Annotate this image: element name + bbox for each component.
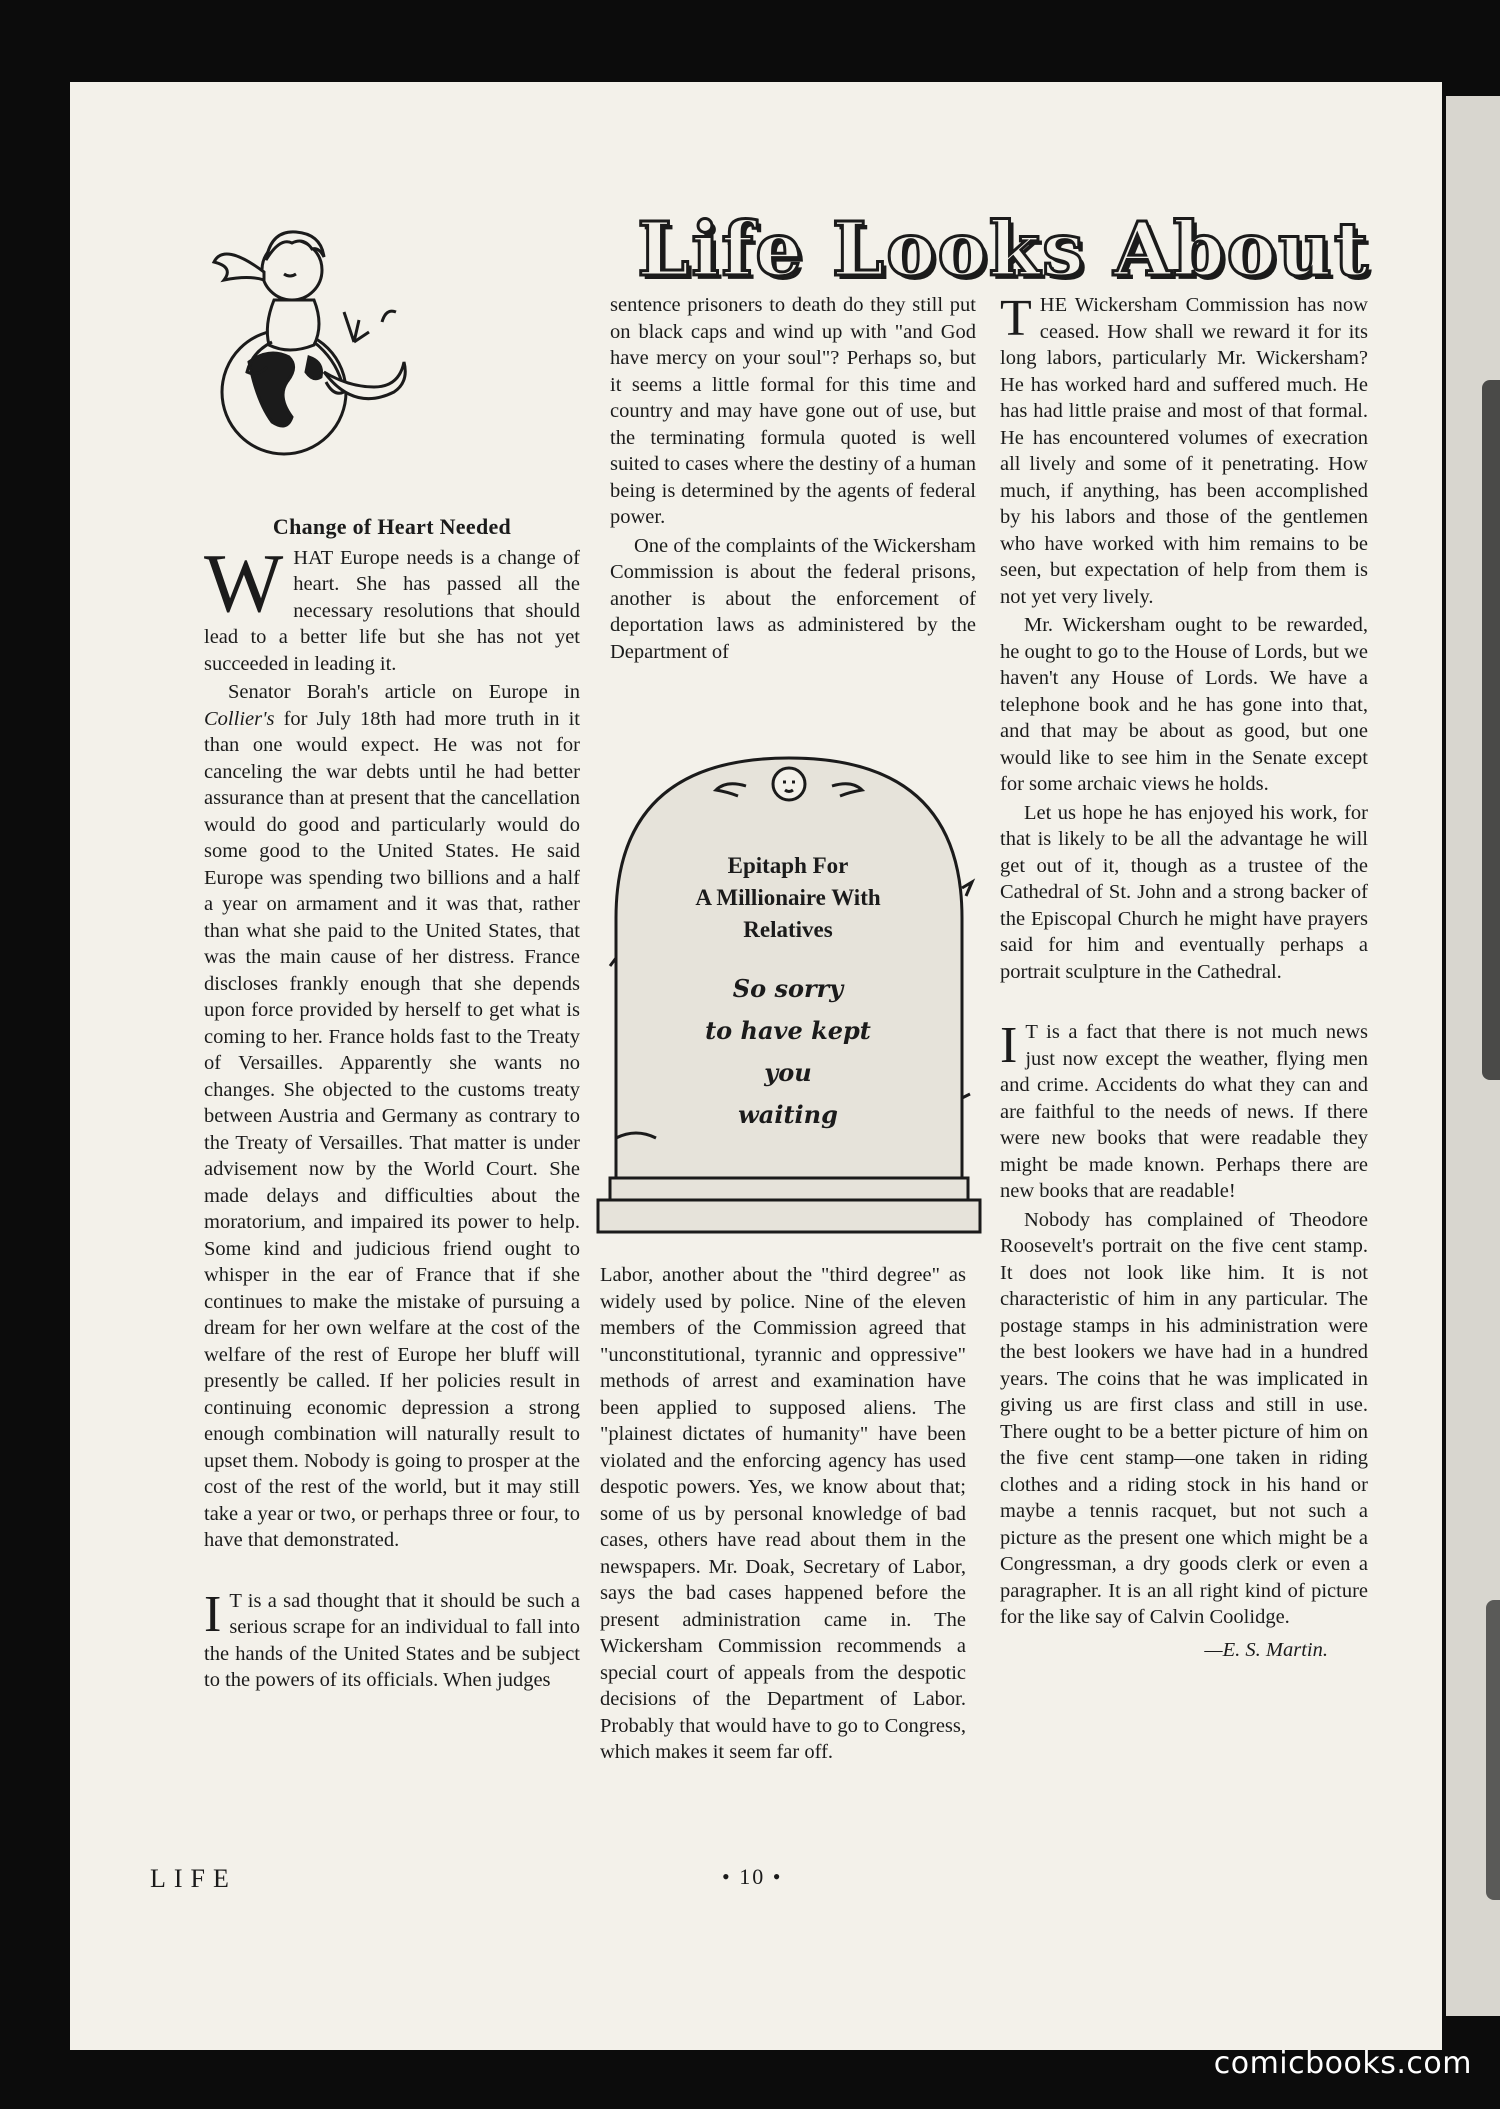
tombstone-inscription (620, 850, 956, 1136)
article-paragraph (1000, 1019, 1368, 1205)
article-paragraph: Let us hope he has enjoyed his work, for that is likely to be all the advantage he will get out of it, though as a trustee of the Cathedral of St. John and a strong backer of the Episcopal Church he might have prayers said for him and eventually perhaps a portrait sculpture in the Cathedral. (1000, 801, 1368, 983)
column-2-bottom (600, 1262, 966, 1766)
adjacent-page-shadow (1486, 1600, 1500, 1900)
cherub-globe-illustration (204, 192, 424, 482)
paragraph-text: Senator Borah's article on Europe in (228, 681, 580, 703)
epitaph-title-line: Epitaph For (727, 853, 849, 878)
paragraph-text: HE Wickersham Commission has now ceased. How shall we reward it for its long labors, particularly Mr. Wickersham? He has worked hard and suffered much. He has had little praise and most of that formal. He has encountered volumes of execration all lively and some of it penetrating. How much, if anything, has been accomplished by his labors and those of the gentlemen who have worked with him remains to be seen, but expectation of help from them is not yet very lively. (1000, 294, 1368, 608)
article-paragraph: Labor, another about the "third degree" as widely used by police. Nine of the eleven members of the Commission agreed that "unconstitutional, tyrannic and oppressive" methods of arrest and examination have been applied to supposed aliens. The "plainest dictates of humanity" have been violated and the enforcing agency has used despotic powers. Yes, we know about that; some of us by personal knowledge of bad cases, others have read about them in the newspapers. Mr. Doak, Secretary of Labor, says the bad cases happened before the present administration came in. The Wickersham Commission recommends a special court of appeals from the despotic decisions of the Department of Labor. Probably that would have to go to Congress, which makes it seem far off. (600, 1264, 966, 1763)
article-paragraph (204, 1585, 580, 1694)
epitaph-line: So sorry (732, 974, 844, 1003)
paragraph-text: for July 18th had more truth in it than one would expect. He was not for canceling the war debts until he had better assurance than at present that the cancellation would do good and particularly would do some good to the United States. He said Europe was spending two billions and a half a year on armament and it was that, rather than what she paid to the United States, that was the main cause of her distress. France discloses frankly enough that she depends upon force provided by herself to get what is coming to her. France holds fast to the Treaty of Versailles. Apparently she wants no changes. She objected to the customs treaty between Austria and Germany as contrary to the Treaty of Versailles. That matter is under advisement now by the World Court. She made delays and difficulties about the moratorium, and impaired its power to help. Some kind and judicious friend ought to whisper in the ear of France that if she continues to make the mistake of pursuing a dream for her own welfare at the cost of the welfare of the rest of Europe her bluff will presently be called. If her policies result in continuing economic depression a strong enough combination will naturally result to upset them. Nobody is going to prosper at the cost of the rest of the world, but it may still take a year or two, or perhaps three or four, to have that demonstrated. (204, 707, 580, 1551)
article-paragraph (204, 679, 580, 1554)
article-paragraph (1000, 292, 1368, 610)
paragraph-text: T is a fact that there is not much news just now except the weather, flying men and crime. Accidents do what they can and are faithful to the needs of news. If there were new books that were readable they might be made known. Perhaps there are new books that are readable! (1000, 1021, 1368, 1202)
article-paragraph: sentence prisoners to death do they still put on black caps and wind up with "and God have mercy on your soul"? Perhaps so, but it seems a little formal for this time and country and may have gone out of use, but the terminating formula quoted is well suited to cases where the destiny of a human being is determined by the agents of federal power. (610, 294, 976, 528)
adjacent-page-shadow (1482, 380, 1500, 1080)
drop-cap: I (1000, 1017, 1018, 1074)
magazine-name: Collier's (204, 707, 275, 730)
paragraph-text: HAT Europe needs is a change of heart. She has passed all the necessary resolutions that should lead to a better life but she has not yet succeeded in leading it. (204, 546, 580, 675)
article-paragraph: One of the complaints of the Wickersham Commission is about the federal prisons, another is about the enforcement of deportation laws as administered by the Department of (610, 534, 976, 663)
column-1 (204, 514, 580, 1694)
epitaph-title-line: A Millionaire With (695, 885, 881, 910)
column-3 (1000, 292, 1368, 1663)
drop-cap: T (1000, 290, 1032, 347)
article-paragraph: Nobody has complained of Theodore Roosevelt's portrait on the five cent stamp. It does not look like him. It is not characteristic of him in any particular. The postage stamps in his administration were the best lookers we have had in a hundred years. The coins that he was implicated in giving us are first class and still in use. There ought to be a better picture of him on the five cent stamp—one taken in riding clothes and a riding stock in his hand or maybe a tennis racquet, but not such a picture as the present one which might be a Congressman, a dry goods clerk or even a paragrapher. It is an all right kind of picture for the like say of Calvin Coolidge. (1000, 1208, 1368, 1628)
author-signature: —E. S. Martin. (1204, 1638, 1328, 1661)
drop-cap: W (204, 536, 284, 630)
paragraph-text: T is a sad thought that it should be such a serious scrape for an individual to fall into the hands of the United States and be subject to the powers of its officials. When judges (204, 1589, 580, 1691)
watermark: comicbooks.com (1213, 2046, 1472, 2081)
epitaph-line: to have kept (705, 1016, 871, 1045)
epitaph-title (620, 850, 956, 946)
epitaph-line: you (764, 1058, 812, 1087)
magazine-name-footer: LIFE (150, 1864, 237, 1893)
drop-cap: I (204, 1585, 222, 1643)
article-paragraph: Mr. Wickersham ought to be rewarded, he ought to go to the House of Lords, but we haven't any House of Lords. We have a telephone book and he has gone into that, and that may be about as good, but one would like to see him in the Senate except for some archaic views he holds. (1000, 614, 1368, 795)
article-paragraph (204, 536, 580, 678)
page-number: • 10 • (722, 1864, 783, 1889)
epitaph-title-line: Relatives (743, 917, 833, 942)
column-2-top (610, 292, 976, 665)
article-heading: Change of Heart Needed (272, 514, 512, 539)
epitaph-line: waiting (738, 1100, 838, 1129)
section-title: Life Looks About (637, 207, 1370, 293)
epitaph-text (620, 968, 956, 1136)
